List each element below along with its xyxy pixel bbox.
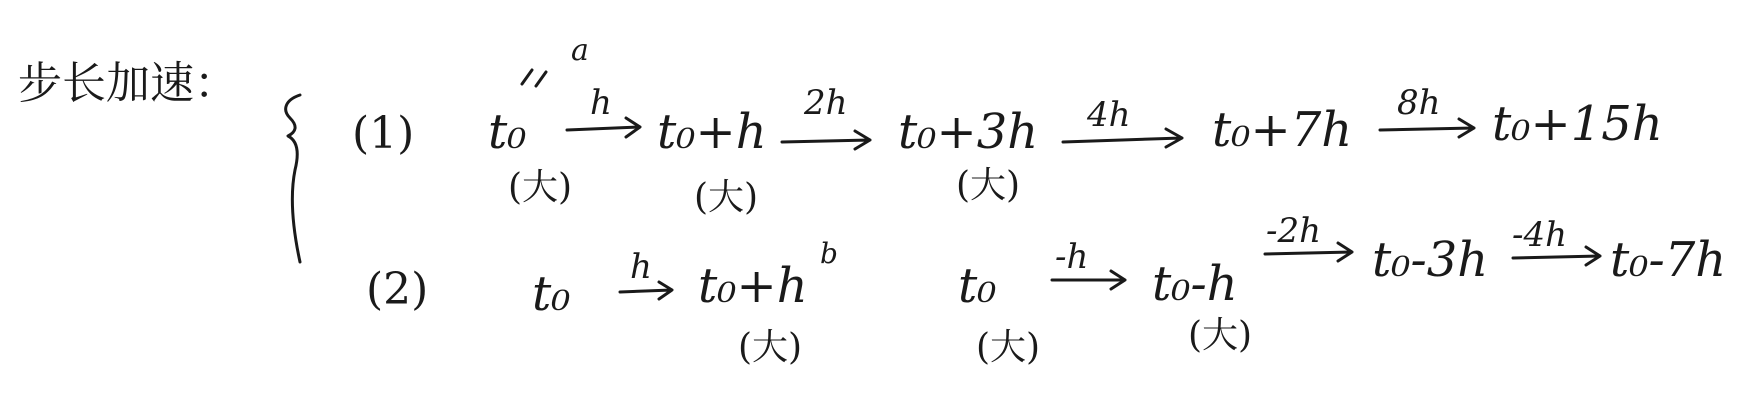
row2-index: (2)	[366, 264, 429, 315]
row2-term: t₀-7h	[1610, 232, 1727, 288]
note-title: 步长加速：	[18, 58, 238, 109]
row2-mark: (大)	[976, 327, 1041, 368]
row1-index: (1)	[352, 108, 415, 159]
arrow-icon	[782, 131, 870, 149]
row2-step: -h	[1055, 237, 1089, 277]
row2-term: t₀-3h	[1372, 232, 1489, 288]
row1-term: t₀+3h	[898, 104, 1039, 160]
row2-mark: (大)	[738, 327, 803, 368]
row1-mark: (大)	[694, 177, 759, 218]
row1-step: 2h	[804, 83, 848, 123]
row1-term: t₀+15h	[1492, 96, 1663, 152]
tick-mark-icon	[522, 70, 546, 86]
row2-term: t₀+h	[698, 258, 808, 314]
row1-step: 8h	[1397, 83, 1441, 123]
row1-term: t₀+h	[657, 104, 767, 160]
row2-mark: (大)	[1188, 315, 1253, 356]
row2-step: -2h	[1266, 211, 1322, 251]
row1-step: h	[590, 83, 612, 123]
row1-note: a	[571, 33, 589, 68]
curly-brace-icon	[286, 95, 300, 262]
row1-term: t₀	[488, 104, 527, 160]
row1-mark: (大)	[956, 165, 1021, 206]
row1-step: 4h	[1087, 95, 1131, 135]
row2-note: b	[820, 237, 838, 270]
row2-term: t₀	[958, 258, 997, 314]
row2-step: -4h	[1512, 215, 1568, 255]
row1-term: t₀+7h	[1212, 102, 1353, 158]
row2-term: t₀	[532, 266, 571, 322]
row1-mark: (大)	[508, 167, 573, 208]
row2-term: t₀-h	[1152, 256, 1238, 312]
row2-step: h	[630, 247, 652, 287]
